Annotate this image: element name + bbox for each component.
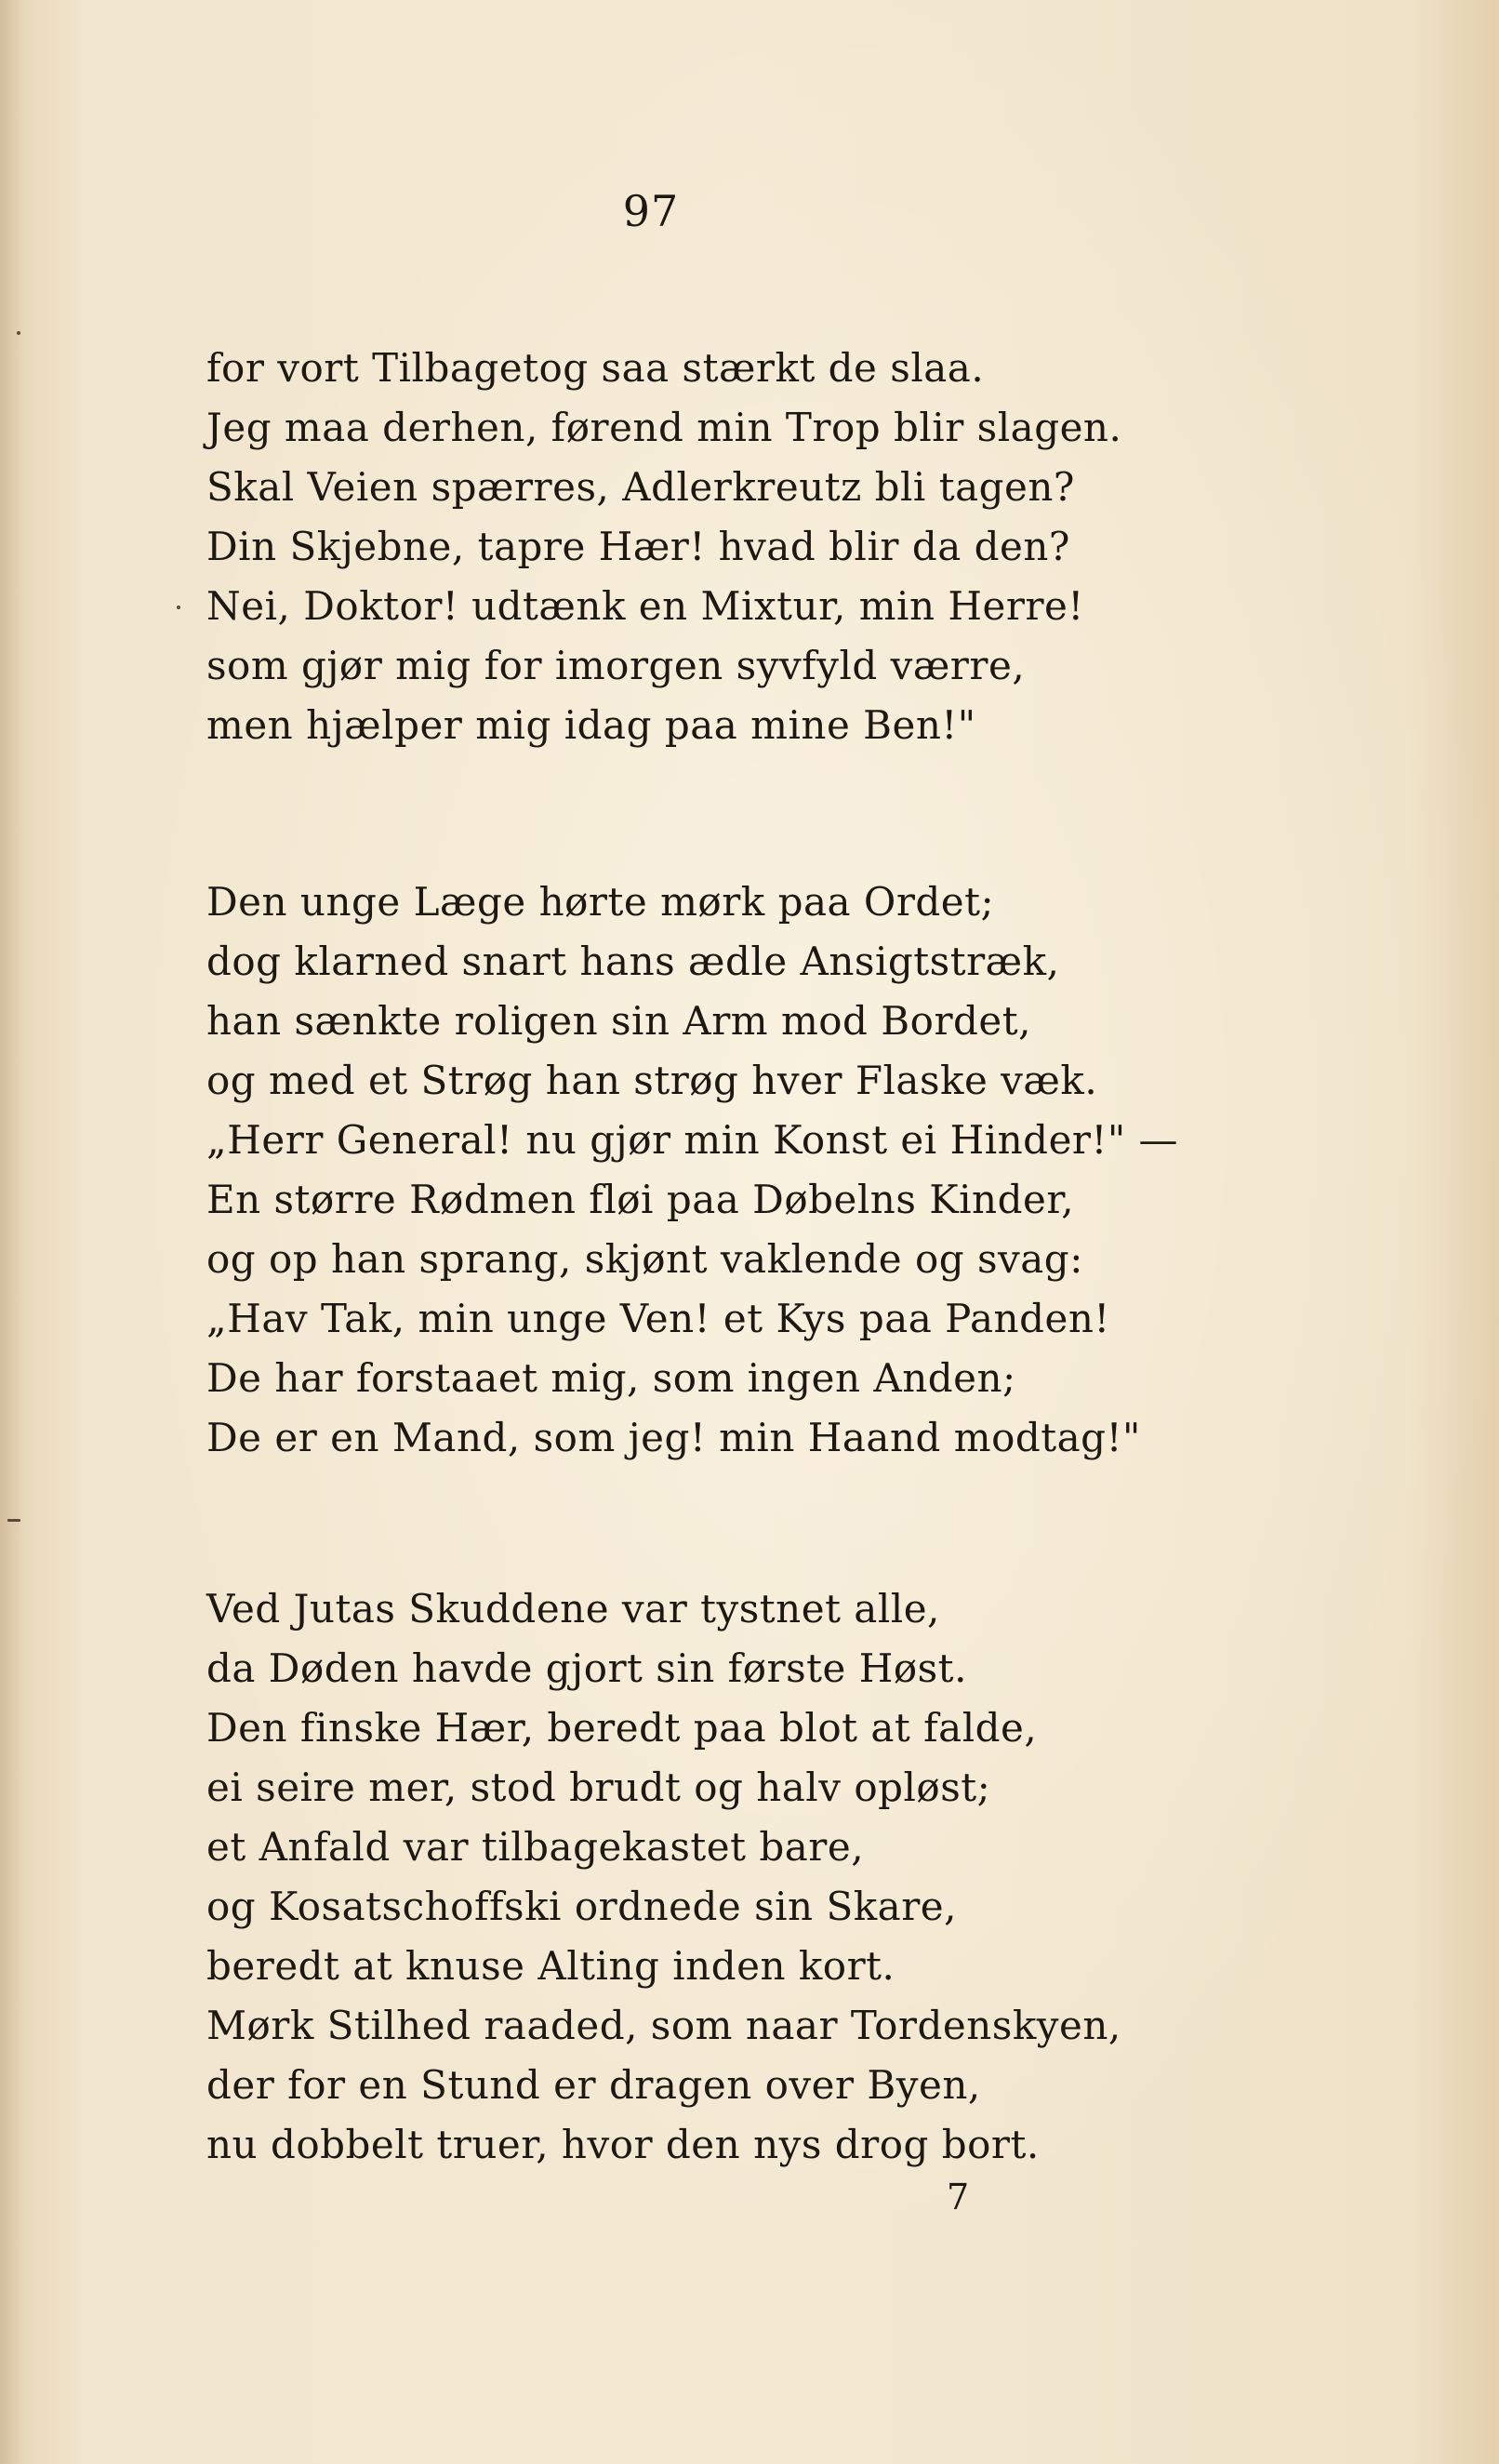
verse-line: da Døden havde gjort sin første Høst. xyxy=(206,1645,967,1691)
signature-mark: 7 xyxy=(947,2177,970,2218)
page-number: 97 xyxy=(622,186,680,236)
binding-shadow xyxy=(0,0,26,2464)
verse-line: Mørk Stilhed raaded, som naar Tordenskyen, xyxy=(206,2003,1121,2048)
verse-line: De har forstaaet mig, som ingen Anden; xyxy=(206,1355,1016,1401)
verse-line: som gjør mig for imorgen syvfyld værre, xyxy=(206,643,1026,688)
verse-line: dog klarned snart hans ædle Ansigtstræk, xyxy=(206,939,1060,984)
verse-line: Ved Jutas Skuddene var tystnet alle, xyxy=(206,1586,940,1632)
verse-line: og op han sprang, skjønt vaklende og svag: xyxy=(206,1236,1083,1282)
stanza xyxy=(206,872,1178,1468)
verse-line: for vort Tilbagetog saa stærkt de slaa. xyxy=(206,345,985,391)
verse-line: Din Skjebne, tapre Hær! hvad blir da den? xyxy=(206,524,1070,569)
verse-line: ei seire mer, stod brudt og halv opløst; xyxy=(206,1765,991,1810)
verse-line: Den finske Hær, beredt paa blot at falde, xyxy=(206,1705,1038,1751)
verse-line: nu dobbelt truer, hvor den nys drog bort. xyxy=(206,2122,1040,2167)
verse-line: En større Rødmen fløi paa Døbelns Kinder, xyxy=(206,1177,1075,1222)
stanza xyxy=(206,1579,1121,2175)
verse-line: beredt at knuse Alting inden kort. xyxy=(206,1943,895,1989)
verse-line: „Herr General! nu gjør min Konst ei Hinder!" — xyxy=(206,1117,1179,1163)
verse-line: Skal Veien spærres, Adlerkreutz bli tagen? xyxy=(206,464,1075,510)
verse-line: Den unge Læge hørte mørk paa Ordet; xyxy=(206,879,995,925)
verse-line: han sænkte roligen sin Arm mod Bordet, xyxy=(206,998,1031,1044)
verse-line: der for en Stund er dragen over Byen, xyxy=(206,2062,981,2108)
paper-speck xyxy=(7,1519,20,1522)
paper-speck xyxy=(177,606,180,609)
verse-line: Jeg maa derhen, førend min Trop blir slagen. xyxy=(206,405,1122,450)
verse-line: Nei, Doktor! udtænk en Mixtur, min Herre! xyxy=(206,583,1084,629)
verse-line: et Anfald var tilbagekastet bare, xyxy=(206,1824,865,1870)
verse-line: „Hav Tak, min unge Ven! et Kys paa Panden! xyxy=(206,1296,1110,1341)
verse-line: og med et Strøg han strøg hver Flaske væk. xyxy=(206,1058,1098,1103)
verse-line: og Kosatschoffski ordnede sin Skare, xyxy=(206,1884,957,1929)
verse-line: De er en Mand, som jeg! min Haand modtag!" xyxy=(206,1415,1141,1460)
verse-line: men hjælper mig idag paa mine Ben!" xyxy=(206,702,976,748)
stanza xyxy=(206,339,1121,755)
paper-speck xyxy=(17,331,20,335)
